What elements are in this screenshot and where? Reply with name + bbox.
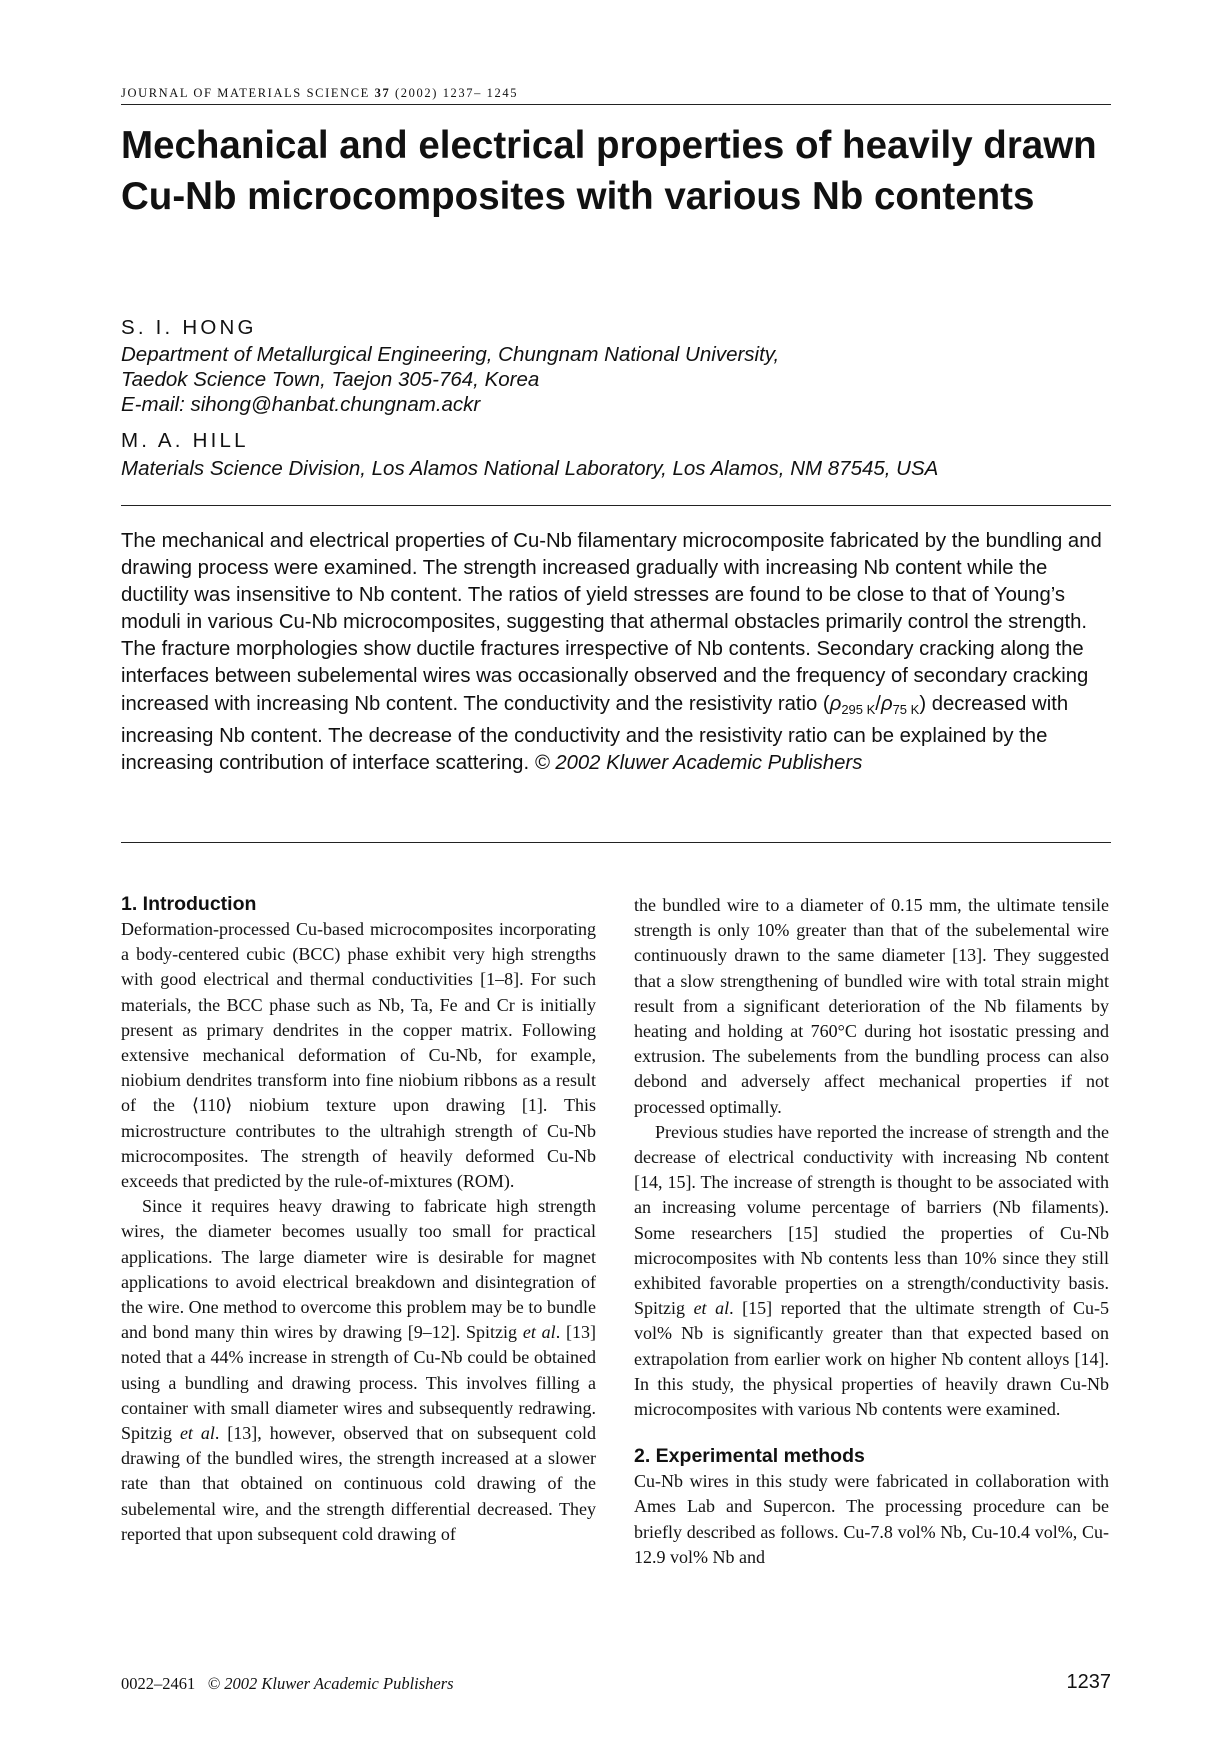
paragraph — [121, 1194, 596, 1547]
paragraph — [634, 1120, 1109, 1422]
affiliation-line: Department of Metallurgical Engineering, Chungnam National University, — [121, 343, 780, 366]
abstract — [121, 528, 1116, 777]
paper-title: Mechanical and electrical properties of heavily drawn Cu-Nb microcomposites with various Nb contents — [121, 124, 1097, 218]
paragraph-text: . [15] reported that the ultimate strength of Cu-5 vol% Nb is significantly greater than that expected based on extrapolation from earlier work on higher Nb content alloys [14]. In this study, the physical properties of heavily drawn Cu-Nb microcomposites with various Nb contents were examined. — [634, 1298, 1109, 1420]
paragraph: Deformation-processed Cu-based microcomposites incorporating a body-centered cubic (BCC) phase exhibit very high strengths with good electrical and thermal conductivities [1–8]. For such materials, the BCC phase such as Nb, Ta, Fe and Cr is initially present as primary dendrites in the copper matrix. Following extensive mechanical deformation of Cu-Nb, for example, niobium dendrites transform into fine niobium ribbons as a result of the ⟨110⟩ niobium texture upon drawing [1]. This microstructure contributes to the ultrahigh strength of Cu-Nb microcomposites. The strength of heavily deformed Cu-Nb exceeds that predicted by the rule-of-mixtures (ROM). — [121, 919, 596, 1192]
affiliation-line: Materials Science Division, Los Alamos National Laboratory, Los Alamos, NM 87545, USA — [121, 457, 939, 480]
running-header — [121, 86, 1111, 101]
author-name-1: S. I. HONG — [121, 316, 257, 339]
issn-number: 0022–2461 — [121, 1674, 196, 1693]
paragraph-text: Since it requires heavy drawing to fabricate high strength wires, the diameter becomes usually too small for practical applications. The large diameter wire is desirable for magnet applications to avoid electrical breakdown and disintegration of the wire. One method to overcome this problem may be to bundle and bond many thin wires by drawing [9–12]. Spitzig — [121, 1196, 596, 1343]
paragraph: the bundled wire to a diameter of 0.15 mm, the ultimate tensile strength is only 10% greater than that of the subelemental wire continuously drawn to the same diameter [13]. They suggested that a slow strengthening of bundled wire with total strain might result from a significant deterioration of the Nb filaments by heating and holding at 760°C during hot isostatic pressing and extrusion. The subelements from the bundling process can also debond and adversely affect mechanical properties if not processed optimally. — [634, 895, 1109, 1117]
journal-year-pages: (2002) 1237– 1245 — [395, 86, 519, 100]
author-affiliation-1 — [121, 342, 1111, 417]
et-al: et al — [179, 1423, 215, 1444]
rho-symbol: ρ — [880, 692, 893, 715]
right-column — [634, 893, 1109, 1570]
abstract-text: The mechanical and electrical properties of Cu-Nb filamentary microcomposite fabricated by the bundling and drawing process were examined. The strength increased gradually with increasing Nb content while the ductility was insensitive to Nb content. The ratios of yield stresses are found to be close to that of Young’s moduli in various Cu-Nb microcomposites, suggesting that athermal obstacles primarily control the strength. The fracture morphologies show ductile fractures irrespective of Nb contents. Secondary cracking along the interfaces between subelemental wires was occasionally observed and the frequency of secondary cracking increased with increasing Nb content. The conductivity and the resistivity ratio ( — [121, 530, 1102, 715]
abstract-copyright: © 2002 Kluwer Academic Publishers — [534, 751, 863, 774]
rho-symbol: ρ — [829, 692, 842, 715]
abstract-bottom-rule — [121, 842, 1111, 843]
left-column — [121, 892, 596, 1547]
journal-name: JOURNAL OF MATERIALS SCIENCE — [121, 86, 370, 100]
abstract-text: ) decreased with increasing Nb content. The decrease of the conductivity and the resistivity ratio can be explained by the increasing contribution of interface scattering. — [121, 692, 1069, 774]
et-al: et al — [522, 1322, 556, 1343]
ratio-slash: / — [875, 692, 881, 715]
header-rule — [121, 104, 1111, 105]
affiliation-line: Taedok Science Town, Taejon 305-764, Korea — [121, 368, 540, 391]
subscript: 295 K — [841, 701, 876, 717]
abstract-top-rule — [121, 505, 1111, 506]
footer-issn — [121, 1674, 454, 1694]
author-name-2: M. A. HILL — [121, 429, 249, 452]
author-email: E-mail: sihong@hanbat.chungnam.ackr — [121, 393, 481, 416]
paragraph-text: Previous studies have reported the increase of strength and the decrease of electrical conductivity with increasing Nb content [14, 15]. The increase of strength is thought to be associated with an increasing volume percentage of barriers (Nb filaments). Some researchers [15] studied the properties of Cu-Nb microcomposites with Nb contents less than 10% since they still exhibited favorable properties on a strength/conductivity basis. Spitzig — [634, 1121, 1109, 1319]
paragraph-text: . [13], however, observed that on subsequent cold drawing of the bundled wires, the strength increased at a slower rate than that obtained on continuous cold drawing of the subelemental wire, and the strength differential decreased. They reported that upon subsequent cold drawing of — [121, 1423, 596, 1544]
subscript: 75 K — [892, 701, 920, 717]
section-heading: 2. Experimental methods — [634, 1445, 865, 1468]
page-number: 1237 — [1066, 1671, 1111, 1693]
paragraph-text: . [13] noted that a 44% increase in strength of Cu-Nb could be obtained using a bundling and drawing process. This involves filling a container with small diameter wires and subsequently redrawing. Spitzig — [121, 1322, 596, 1444]
footer-copyright: © 2002 Kluwer Academic Publishers — [207, 1674, 454, 1693]
author-affiliation-2 — [121, 456, 1111, 481]
paragraph: Cu-Nb wires in this study were fabricated in collaboration with Ames Lab and Supercon. The processing procedure can be briefly described as follows. Cu-7.8 vol% Nb, Cu-10.4 vol%, Cu-12.9 vol% Nb and — [634, 1471, 1109, 1567]
journal-volume: 37 — [374, 86, 391, 100]
et-al: et al — [693, 1298, 730, 1319]
section-heading: 1. Introduction — [121, 893, 257, 915]
